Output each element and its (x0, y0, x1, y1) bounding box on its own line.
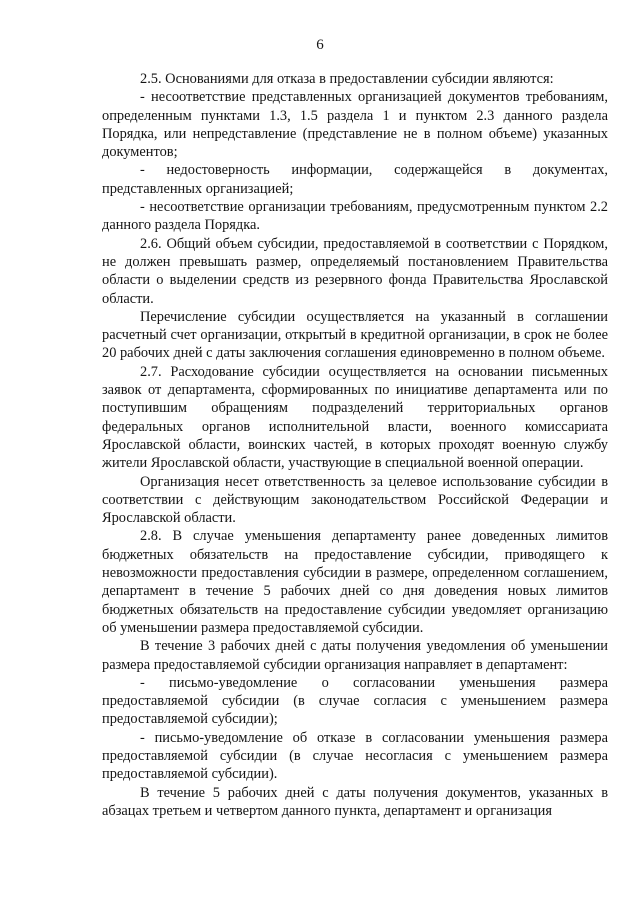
list-item-organization-mismatch: - несоответствие организации требованиям, предусмотренным пунктом 2.2 данного раздела Порядка. (102, 199, 608, 234)
list-item-unreliable-info: - недостоверность информации, содержащейся в документах, представленных организацией; (102, 162, 608, 197)
list-item-document-mismatch: - несоответствие представленных организацией документов требованиям, определенным пунктами 1.3, 1.5 раздела 1 и пунктом 2.3 данного раздела Порядка, или непредставление (представление не в полном объеме) указанных документов; (102, 89, 608, 161)
document-body (102, 70, 608, 820)
paragraph-responsibility: Организация несет ответственность за целевое использование субсидии в соответствии с действующим законодательством Российской Федерации и Ярославской области. (102, 473, 608, 527)
paragraph-final: В течение 5 рабочих дней с даты получения документов, указанных в абзацах третьем и четвертом данного пункта, департамент и организация (102, 784, 608, 819)
paragraph-notification: В течение 3 рабочих дней с даты получения уведомления об уменьшении размера предоставляемой субсидии организация направляет в департамент: (102, 638, 608, 673)
paragraph-2-8: 2.8. В случае уменьшения департаменту ранее доведенных лимитов бюджетных обязательств на предоставление субсидии, приводящего к невозможности предоставления субсидии в размере, определенном соглашением, департамент в течение 5 рабочих дней со дня доведения новых лимитов бюджетных обязательств на предоставление субсидии уведомляет организацию об уменьшении размера предоставляемой субсидии. (102, 528, 608, 636)
paragraph-transfer: Перечисление субсидии осуществляется на указанный в соглашении расчетный счет организации, открытый в кредитной организации, в срок не более 20 рабочих дней с даты заключения соглашения единовременно в полном объеме. (102, 308, 608, 362)
list-item-refusal-letter: - письмо-уведомление об отказе в согласовании уменьшения размера предоставляемой субсидии (в случае несогласия с уменьшением размера предоставляемой субсидии). (102, 729, 608, 783)
list-item-approval-letter: - письмо-уведомление о согласовании уменьшения размера предоставляемой субсидии (в случае согласия с уменьшением размера предоставляемой субсидии); (102, 674, 608, 728)
paragraph-2-7: 2.7. Расходование субсидии осуществляется на основании письменных заявок от департамента, сформированных по инициативе департамента или по поступившим обращениям подразделений территориальных органов федеральных органов исполнительной власти, военного комиссариата Ярославской области, воинских частей, в которых проходят военную службу жители Ярославской области, участвующие в специальной военной операции. (102, 363, 608, 472)
paragraph-2-5: 2.5. Основаниями для отказа в предоставлении субсидии являются: (140, 71, 554, 87)
paragraph-2-6: 2.6. Общий объем субсидии, предоставляемой в соответствии с Порядком, не должен превышать размер, определяемый постановлением Правительства области о выделении средств из резервного фонда Правительства Ярославской области. (102, 235, 608, 307)
page-number: 6 (316, 37, 324, 53)
